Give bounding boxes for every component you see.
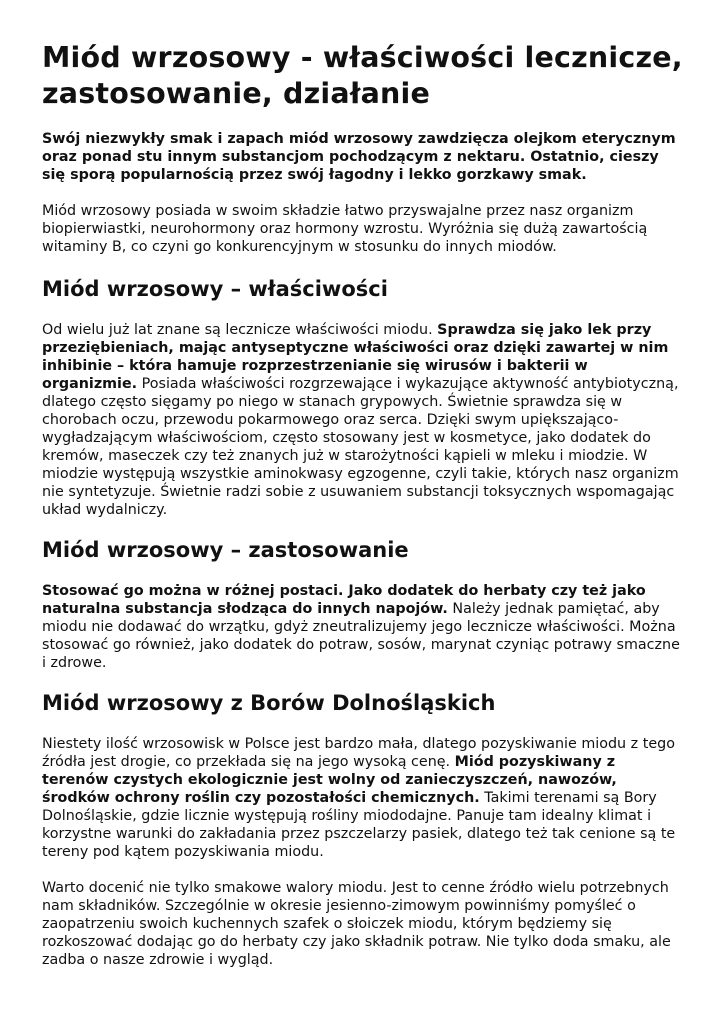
section-heading-properties: Miód wrzosowy – właściwości — [42, 277, 388, 301]
properties-text-1: Od wielu już lat znane są lecznicze właściwości miodu. — [42, 322, 438, 338]
bory-paragraph — [42, 735, 686, 861]
section-heading-usage: Miód wrzosowy – zastosowanie — [42, 538, 409, 562]
lead-paragraph: Swój niezwykły smak i zapach miód wrzosowy zawdzięcza olejkom eterycznym oraz ponad stu innym substancjom pochodzącym z nektaru. Ostatnio, cieszy się sporą popularnością przez swój łagodny i lekko gorzkawy smak. — [42, 131, 676, 183]
bory-text-2: Takimi terenami są Bory Dolnośląskie, gdzie licznie występują rośliny miododajne. Panuje tam idealny klimat i korzystne warunki do zakładania przez pszczelarzy pasiek, dlatego też tak cenione są te tereny pod kątem pozyskiwania miodu. — [42, 790, 676, 860]
intro-paragraph: Miód wrzosowy posiada w swoim składzie łatwo przyswajalne przez nasz organizm biopierwiastki, neurohormony oraz hormony wzrostu. Wyróżnia się dużą zawartością witaminy B, co czyni go konkurencyjnym w stosunku do innych miodów. — [42, 203, 648, 255]
properties-text-2: Posiada właściwości rozgrzewające i wykazujące aktywność antybiotyczną, dlatego często sięgamy po niego w stanach grypowych. Świetnie sprawdza się w chorobach oczu, przewodu pokarmowego oraz serca. Dzięki swym upiększająco-wygładzającym właściwościom, często stosowany jest w kosmetyce, jako dodatek do kremów, maseczek czy też znanych już w starożytności kąpieli w mleku i miodzie. W miodzie występują wszystkie aminokwasy egzogenne, czyli takie, których nasz organizm nie syntetyzuje. Świetnie radzi sobie z usuwaniem substancji toksycznych wspomagając układ wydalniczy. — [42, 376, 679, 518]
page-title: Miód wrzosowy - właściwości lecznicze, zastosowanie, działanie — [42, 41, 683, 110]
document-page — [42, 40, 686, 969]
section-heading-bory: Miód wrzosowy z Borów Dolnośląskich — [42, 691, 496, 715]
usage-text-1: Należy jednak pamiętać, aby miodu nie dodawać do wrzątku, gdyż zneutralizujemy jego lecznicze właściwości. Można stosować go również, jako dodatek do potraw, sosów, marynat czyniąc potrawy smaczne i zdrowe. — [42, 601, 680, 671]
usage-bold-1: Stosować go można w różnej postaci. Jako dodatek do herbaty czy też jako naturalna substancja słodząca do innych napojów. — [42, 583, 646, 617]
bory-bold-1: Miód pozyskiwany z terenów czystych ekologicznie jest wolny od zanieczyszczeń, nawozów, środków ochrony roślin czy pozostałości chemicznych. — [42, 754, 617, 806]
properties-paragraph — [42, 321, 686, 519]
closing-paragraph: Warto docenić nie tylko smakowe walory miodu. Jest to cenne źródło wielu potrzebnych nam składników. Szczególnie w okresie jesienno-zimowym powinniśmy pomyśleć o zaopatrzeniu swoich kuchennych szafek o słoiczek miodu, którym będziemy się rozkoszować dodając go do herbaty czy jako składnik potraw. Nie tylko doda smaku, ale zadba o nasze zdrowie i wygląd. — [42, 880, 671, 968]
usage-paragraph — [42, 582, 686, 672]
bory-text-1: Niestety ilość wrzosowisk w Polsce jest bardzo mała, dlatego pozyskiwanie miodu z tego źródła jest drogie, co przekłada się na jego wysoką cenę. — [42, 736, 675, 770]
properties-bold-1: Sprawdza się jako lek przy przeziębieniach, mając antyseptyczne właściwości oraz dzięki zawartej w nim inhibinie – która hamuje rozprzestrzenianie się wirusów i bakterii w organizmie. — [42, 322, 669, 392]
